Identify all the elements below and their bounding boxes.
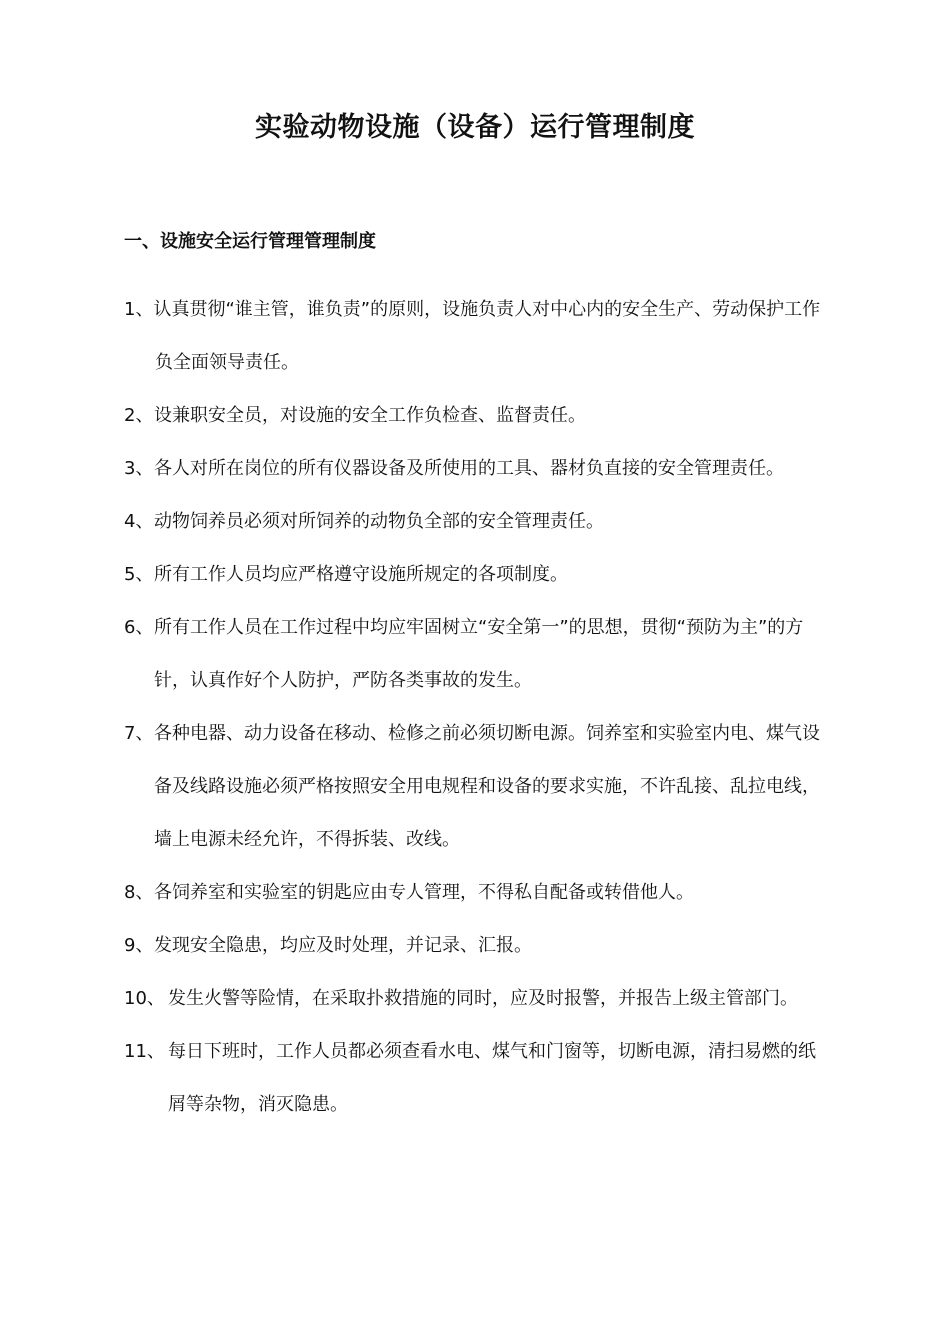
document-title: 实验动物设施（设备）运行管理制度	[255, 112, 695, 143]
clause-text: 各饲养室和实验室的钥匙应由专人管理，不得私自配备或转借他人。	[154, 882, 694, 903]
clause-9	[124, 919, 824, 972]
clause-number: 6、	[124, 617, 154, 638]
clause-7	[124, 707, 824, 866]
clause-6	[124, 601, 824, 707]
clause-text: 所有工作人员在工作过程中均应牢固树立“安全第一”的思想，贯彻“预防为主”的方针，认真作好个人防护，严防各类事故的发生。	[154, 617, 804, 691]
clause-number: 7、	[124, 723, 154, 744]
clause-text: 各种电器、动力设备在移动、检修之前必须切断电源。饲养室和实验室内电、煤气设备及线路设施必须严格按照安全用电规程和设备的要求实施，不许乱接、乱拉电线，墙上电源未经允许，不得拆装、改线。	[154, 723, 820, 850]
clause-text: 1、认真贯彻“谁主管，谁负责”的原则，设施负责人对中心内的安全生产、劳动保护工作负全面领导责任。	[124, 299, 821, 373]
clause-list	[124, 283, 824, 1131]
clause-3	[124, 442, 824, 495]
clause-10	[124, 972, 824, 1025]
clause-text: 发生火警等险情，在采取扑救措施的同时，应及时报警，并报告上级主管部门。	[168, 988, 798, 1009]
clause-text: 各人对所在岗位的所有仪器设备及所使用的工具、器材负直接的安全管理责任。	[154, 458, 784, 479]
clause-text: 发现安全隐患，均应及时处理，并记录、汇报。	[154, 935, 532, 956]
clause-number: 10、	[124, 988, 165, 1009]
section-heading: 一、设施安全运行管理管理制度	[124, 231, 376, 252]
clause-2	[124, 389, 824, 442]
clause-text: 所有工作人员均应严格遵守设施所规定的各项制度。	[154, 564, 568, 585]
clause-1	[124, 283, 824, 389]
clause-number: 5、	[124, 564, 154, 585]
clause-11	[124, 1025, 824, 1131]
clause-5	[124, 548, 824, 601]
clause-number: 8、	[124, 882, 154, 903]
clause-number: 3、	[124, 458, 154, 479]
clause-text: 每日下班时，工作人员都必须查看水电、煤气和门窗等，切断电源，清扫易燃的纸屑等杂物，消灭隐患。	[168, 1041, 816, 1115]
clause-4	[124, 495, 824, 548]
clause-text: 动物饲养员必须对所饲养的动物负全部的安全管理责任。	[154, 511, 604, 532]
clause-text: 设兼职安全员，对设施的安全工作负检查、监督责任。	[154, 405, 586, 426]
clause-8	[124, 866, 824, 919]
clause-number: 4、	[124, 511, 154, 532]
clause-number: 2、	[124, 405, 154, 426]
clause-number: 11、	[124, 1041, 165, 1062]
clause-number: 9、	[124, 935, 154, 956]
